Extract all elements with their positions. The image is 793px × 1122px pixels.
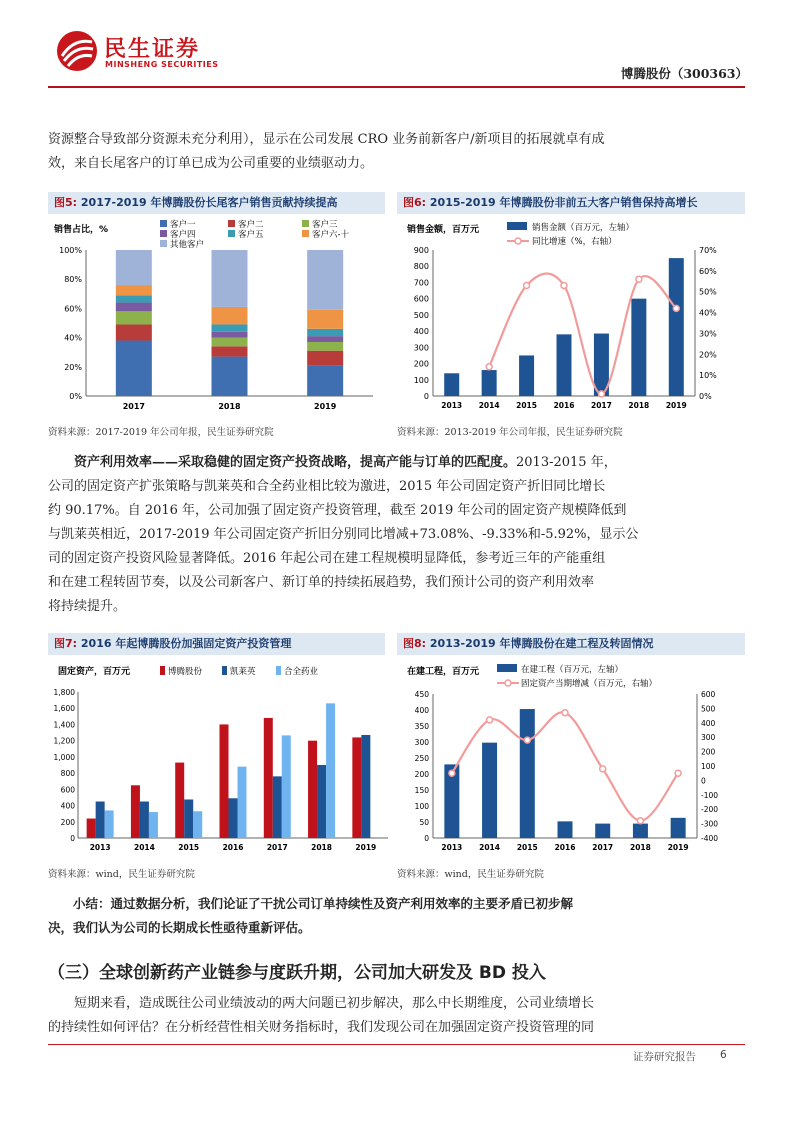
fig5-bar-segment — [116, 250, 152, 285]
fig8-xtick: 2016 — [554, 843, 576, 852]
fig7-bar — [238, 767, 247, 838]
fig5-bar-segment — [212, 332, 248, 338]
section-heading: （三）全球创新药产业链参与度跃升期，公司加大研发及 BD 投入 — [48, 963, 546, 983]
fig7-ylabel: 固定资产，百万元 — [58, 667, 131, 677]
fig7-ytick: 400 — [60, 801, 75, 811]
fig7-bar — [140, 802, 149, 839]
fig6-line-point — [561, 282, 567, 288]
fig6-xtick: 2019 — [665, 401, 687, 410]
fig8-ytick-right: 100 — [701, 762, 716, 771]
fig7-num: 图7: — [54, 637, 78, 650]
fig7-ytick: 0 — [70, 834, 75, 843]
fig5-bar-segment — [212, 307, 248, 325]
intro-paragraph — [48, 128, 748, 176]
fig7-ytick: 1,600 — [53, 704, 75, 714]
summary-line-2: 决，我们认为公司的长期成长性亟待重新评估。 — [48, 920, 311, 935]
fig6-ytick-left: 700 — [413, 278, 429, 288]
fig5-bar-segment — [307, 342, 343, 351]
fig8-legend-marker-dot — [505, 680, 511, 686]
fig8-title-text: 2013-2019 年博腾股份在建工程及转固情况 — [429, 637, 654, 650]
fig8-xtick: 2018 — [629, 843, 651, 852]
fig6-ytick-left: 200 — [413, 359, 429, 369]
fig6-ylabel: 销售金额，百万元 — [407, 225, 480, 235]
fig6-line — [489, 274, 676, 394]
fig6-line-point — [598, 391, 604, 397]
fig6-xtick: 2014 — [478, 401, 500, 410]
fig6-legend-marker-dot — [515, 238, 521, 244]
summary-line-1: 小结：通过数据分析，我们论证了干扰公司订单持续性及资产利用效率的主要矛盾已初步解 — [73, 896, 574, 911]
fig7-bar — [193, 811, 202, 838]
fig8-legend-label: 在建工程（百万元，左轴） — [521, 665, 624, 675]
fig7-xtick: 2018 — [311, 843, 333, 852]
fig5-legend-swatch — [160, 230, 167, 237]
fig5-bar-segment — [212, 346, 248, 356]
fig6-bar — [519, 355, 534, 396]
fig5-legend-label: 客户四 — [170, 230, 196, 240]
fig5-bar-segment — [307, 329, 343, 336]
section3-line-1: 短期来看，造成既往公司业绩波动的两大问题已初步解决，那么中长期维度，公司业绩增长 — [74, 996, 595, 1011]
fig6-title — [397, 192, 745, 214]
para2-line-7: 将持续提升。 — [48, 599, 127, 614]
fig8-legend-label: 固定资产当期增减（百万元，右轴） — [521, 679, 658, 689]
fig8-ytick-left: 50 — [419, 818, 429, 827]
asset-efficiency-paragraph — [48, 451, 748, 619]
fig5-title — [48, 192, 385, 214]
fig5-ytick: 40% — [64, 333, 82, 343]
fig6-bar — [482, 370, 497, 396]
fig7-bar — [317, 765, 326, 838]
fig8-ytick-left: 0 — [424, 834, 429, 843]
fig8-line-point — [487, 717, 493, 723]
para2-line-6: 和在建工程转固节奏，以及公司新客户、新订单的持续拓展趋势，我们预计公司的资产利用效率 — [48, 575, 595, 590]
fig7-legend-swatch — [276, 666, 281, 675]
fig6-xtick: 2018 — [628, 401, 650, 410]
fig7-bar — [87, 819, 96, 838]
fig8-ytick-right: -200 — [701, 805, 719, 815]
fig6-bar — [631, 299, 646, 396]
fig8-xtick: 2015 — [516, 843, 538, 852]
fig5-xtick: 2018 — [218, 402, 241, 411]
fig5-bar-segment — [212, 338, 248, 347]
fig6-xtick: 2017 — [590, 401, 612, 410]
fig6-ytick-right: 10% — [699, 371, 717, 381]
fig7-bar — [229, 798, 238, 838]
fig7-ytick: 1,200 — [53, 736, 75, 746]
fig8-ytick-right: 600 — [701, 690, 716, 699]
fig8-ylabel: 在建工程，百万元 — [407, 667, 480, 677]
fig6-xtick: 2015 — [516, 401, 538, 410]
fig8-ytick-right: 500 — [701, 704, 716, 714]
fig8-ytick-left: 250 — [414, 754, 429, 763]
fig6-ytick-left: 600 — [413, 294, 429, 304]
fig6-chart — [397, 216, 745, 416]
fig6-ytick-left: 900 — [413, 246, 429, 255]
fig8-chart — [397, 658, 745, 856]
fig7-xtick: 2013 — [89, 843, 111, 852]
fig6-ytick-right: 40% — [699, 308, 717, 318]
header — [48, 30, 748, 86]
fig5-legend-swatch — [302, 220, 309, 227]
fig7-legend-label: 凯莱英 — [230, 667, 256, 677]
fig8-ytick-right: -300 — [701, 819, 719, 829]
fig5-legend-label: 客户一 — [170, 220, 196, 230]
fig5-bar-segment — [307, 351, 343, 366]
fig7-bar — [326, 703, 335, 838]
intro-line-1: 资源整合导致部分资源未充分利用），显示在公司发展 CRO 业务前新客户/新项目的拓展就卓有成 — [48, 132, 605, 147]
fig7-bar — [282, 735, 291, 838]
fig7-bar — [361, 735, 370, 838]
para2-line-3: 约 90.17%。自 2016 年，公司加强了固定资产投资管理，截至 2019 年公司的固定资产规模降低到 — [48, 503, 627, 518]
fig8-ytick-left: 100 — [414, 802, 429, 811]
fig5-legend-swatch — [160, 220, 167, 227]
fig7-ytick: 800 — [60, 769, 75, 779]
fig6-bar — [444, 373, 459, 396]
fig8-bar — [595, 824, 610, 838]
fig8-ytick-right: 0 — [701, 776, 706, 786]
fig8-source: 资料来源：wind，民生证券研究院 — [397, 869, 544, 880]
footer-divider — [48, 1044, 745, 1045]
fig7-bar — [220, 724, 229, 838]
fig5-xtick: 2017 — [122, 402, 145, 411]
fig5-ytick: 20% — [64, 362, 82, 372]
fig8-bar — [482, 743, 497, 838]
fig5-ytick: 80% — [64, 275, 82, 285]
fig8-line-point — [637, 818, 643, 824]
fig7-bar — [308, 741, 317, 838]
fig8-ytick-left: 150 — [414, 786, 429, 795]
fig7-ytick: 600 — [60, 785, 75, 795]
fig8-ytick-right: 200 — [701, 747, 716, 757]
fig6-legend-label: 同比增速（%，右轴） — [532, 237, 617, 247]
fig5-bar-segment — [307, 336, 343, 342]
section3-line-2: 的持续性如何评估？在分析经营性相关财务指标时，我们发现公司在加强固定资产投资管理的同 — [48, 1020, 595, 1035]
fig7-legend-label: 博腾股份 — [168, 667, 203, 677]
para2-line-4: 与凯莱英相近，2017-2019 年公司固定资产折旧分别同比增减+73.08%、-9.33%和-5.92%，显示公 — [48, 527, 639, 542]
fig6-ytick-left: 400 — [413, 327, 429, 337]
fig5-legend-label: 客户六-十 — [312, 230, 350, 240]
fig6-line-point — [486, 364, 492, 370]
fig7-xtick: 2016 — [222, 843, 244, 852]
page-number: 6 — [720, 1049, 727, 1061]
fig5-bar-segment — [116, 285, 152, 295]
section3-paragraph — [48, 992, 748, 1040]
fig5-bar-segment — [212, 357, 248, 396]
fig5-xtick: 2019 — [314, 402, 337, 411]
fig5-bar-segment — [116, 295, 152, 302]
fig8-ytick-left: 350 — [414, 722, 429, 731]
fig6-legend-label: 销售金额（百万元，左轴） — [532, 223, 635, 233]
fig6-xtick: 2013 — [441, 401, 463, 410]
fig6-bar — [669, 258, 684, 396]
intro-line-2: 效，来自长尾客户的订单已成为公司重要的业绩驱动力。 — [48, 156, 374, 171]
fig6-ytick-right: 0% — [699, 392, 712, 401]
fig7-bar — [264, 718, 273, 838]
fig8-line-point — [562, 710, 568, 716]
fig7-bar — [149, 812, 158, 838]
fig7-bar — [273, 776, 282, 838]
fig7-bar — [184, 799, 193, 838]
fig5-bar-segment — [116, 324, 152, 340]
fig5-bar-segment — [116, 303, 152, 312]
fig6-ytick-left: 800 — [413, 262, 429, 272]
fig6-num: 图6: — [403, 196, 427, 209]
fig8-ytick-right: 400 — [701, 718, 716, 728]
fig5-legend-swatch — [160, 240, 167, 247]
fig6-source: 资料来源：2013-2019 年公司年报，民生证券研究院 — [397, 427, 623, 438]
fig7-source: 资料来源：wind，民生证券研究院 — [48, 869, 195, 880]
fig6-title-text: 2015-2019 年博腾股份非前五大客户销售保持高增长 — [429, 196, 698, 209]
fig8-ytick-right: -100 — [701, 790, 719, 800]
fig6-legend-swatch — [507, 222, 527, 230]
fig8-ytick-left: 450 — [414, 690, 429, 699]
fig5-legend-label: 客户三 — [312, 220, 338, 230]
fig8-num: 图8: — [403, 637, 427, 650]
fig8-line-point — [675, 770, 681, 776]
fig7-legend-label: 合全药业 — [284, 667, 319, 677]
fig6-ytick-left: 500 — [413, 310, 429, 320]
fig7-chart — [48, 658, 393, 856]
fig5-bar-segment — [212, 250, 248, 307]
fig5-ytick: 100% — [59, 246, 82, 255]
fig5-legend-label: 客户二 — [238, 220, 264, 230]
fig5-bar-segment — [116, 311, 152, 324]
logo-icon — [56, 30, 98, 72]
fig5-legend-label: 其他客户 — [170, 240, 205, 250]
fig7-bar — [175, 763, 184, 838]
fig5-legend-swatch — [302, 230, 309, 237]
fig5-ytick: 0% — [69, 392, 82, 401]
fig7-bar — [96, 802, 105, 839]
fig8-line-point — [449, 770, 455, 776]
fig8-xtick: 2017 — [592, 843, 614, 852]
para2-line-5: 司的固定资产投资风险显著降低。2016 年起公司在建工程规模明显降低，参考近三年的产能重组 — [48, 551, 606, 566]
fig8-legend-swatch — [497, 664, 517, 672]
fig8-bar — [671, 818, 686, 838]
fig6-ytick-right: 30% — [699, 329, 717, 339]
brand-en: MINSHENG SECURITIES — [105, 60, 219, 69]
fig6-ytick-right: 20% — [699, 350, 717, 360]
fig5-bar-segment — [212, 324, 248, 331]
fig7-ytick: 200 — [60, 817, 75, 827]
fig6-bar — [557, 334, 572, 396]
fig7-xtick: 2015 — [178, 843, 200, 852]
fig5-ytick: 60% — [64, 304, 82, 314]
fig7-xtick: 2014 — [133, 843, 155, 852]
fig5-bar-segment — [307, 250, 343, 310]
fig7-legend-swatch — [160, 666, 165, 675]
summary-paragraph — [48, 892, 748, 940]
fig8-ytick-left: 300 — [414, 738, 429, 747]
fig5-legend-label: 客户五 — [238, 230, 264, 240]
fig5-source: 资料来源：2017-2019 年公司年报，民生证券研究院 — [48, 427, 274, 438]
fig5-bar-segment — [307, 310, 343, 329]
para2-line-2: 公司的固定资产扩张策略与凯莱英和合全药业相比较为激进，2015 年公司固定资产折旧同比增长 — [48, 479, 606, 494]
fig5-chart — [48, 216, 385, 416]
fig8-bar — [558, 821, 573, 838]
fig7-ytick: 1,800 — [53, 688, 75, 697]
fig6-ytick-left: 0 — [423, 392, 429, 401]
fig6-ytick-left: 300 — [413, 343, 429, 353]
fig8-xtick: 2013 — [441, 843, 463, 852]
fig6-ytick-right: 60% — [699, 266, 717, 276]
fig7-bar — [131, 785, 140, 838]
fig8-line-point — [600, 766, 606, 772]
footer-label: 证券研究报告 — [633, 1051, 696, 1063]
fig7-xtick: 2019 — [355, 843, 377, 852]
fig5-bar-segment — [116, 341, 152, 396]
fig5-ylabel: 销售占比，% — [54, 225, 109, 235]
fig6-line-point — [524, 282, 530, 288]
fig7-ytick: 1,000 — [53, 752, 75, 762]
fig8-ytick-right: -400 — [701, 834, 719, 843]
fig7-title — [48, 633, 385, 655]
fig8-title — [397, 633, 745, 655]
fig6-ytick-right: 50% — [699, 287, 717, 297]
fig5-legend-swatch — [228, 230, 235, 237]
fig7-bar — [352, 737, 361, 838]
fig6-line-point — [636, 276, 642, 282]
fig6-xtick: 2016 — [553, 401, 575, 410]
para2-line-1 — [48, 451, 748, 475]
fig5-legend-swatch — [228, 220, 235, 227]
brand-cn: 民生证券 — [104, 37, 201, 62]
fig8-ytick-left: 400 — [414, 706, 429, 715]
company-title: 博腾股份（300363） — [620, 66, 748, 81]
para2-line-1-rest: 2013-2015 年， — [516, 455, 617, 470]
fig7-title-text: 2016 年起博腾股份加强固定资产投资管理 — [80, 637, 292, 650]
fig5-num: 图5: — [54, 196, 78, 209]
fig8-xtick: 2019 — [667, 843, 689, 852]
para2-bold: 资产利用效率——采取稳健的固定资产投资战略，提高产能与订单的匹配度。 — [74, 455, 517, 470]
fig7-legend-swatch — [222, 666, 227, 675]
fig8-bar — [633, 824, 648, 838]
fig8-bar — [520, 709, 535, 838]
header-divider — [48, 86, 745, 88]
fig6-ytick-left: 100 — [413, 375, 429, 385]
fig7-bar — [105, 810, 114, 838]
fig8-line-point — [524, 737, 530, 743]
fig5-bar-segment — [307, 365, 343, 396]
fig8-ytick-right: 300 — [701, 733, 716, 743]
fig7-xtick: 2017 — [266, 843, 288, 852]
fig6-ytick-right: 70% — [699, 246, 717, 255]
fig5-title-text: 2017-2019 年博腾股份长尾客户销售贡献持续提高 — [80, 196, 338, 209]
fig7-ytick: 1,400 — [53, 720, 75, 730]
fig6-line-point — [673, 305, 679, 311]
fig8-xtick: 2014 — [479, 843, 501, 852]
fig8-ytick-left: 200 — [414, 770, 429, 779]
